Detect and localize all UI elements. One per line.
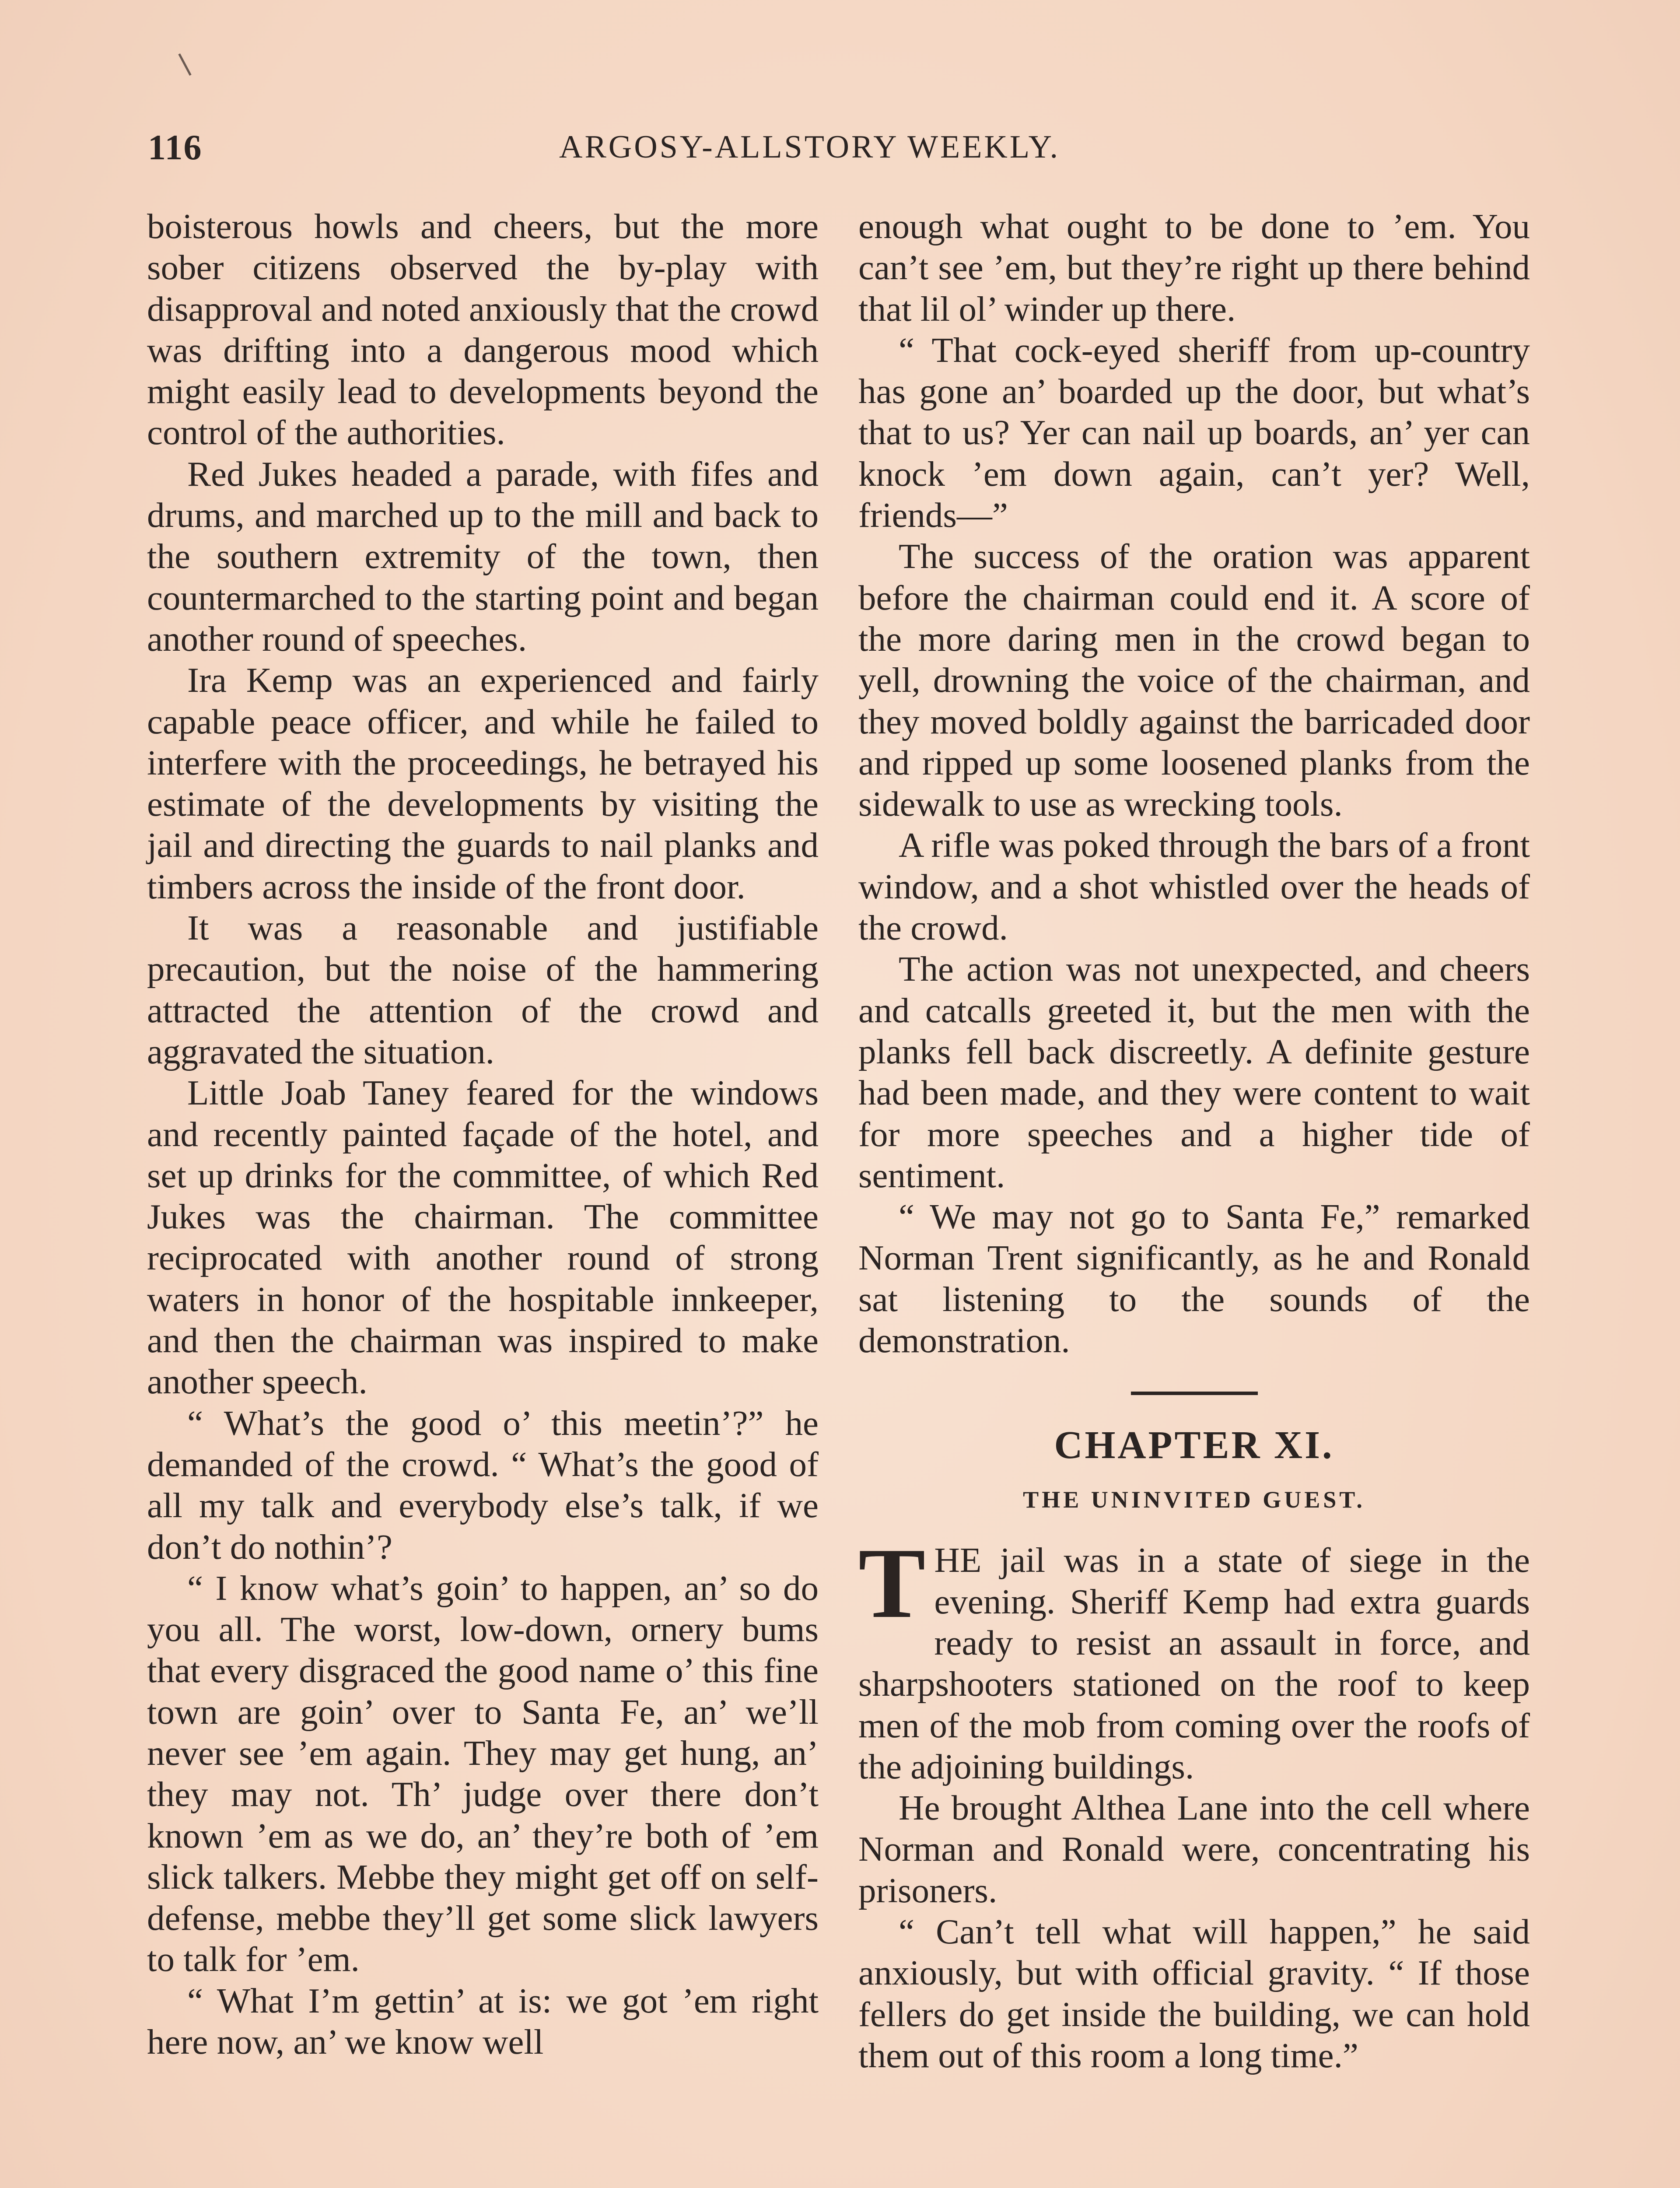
chapter-opening-paragraph: [858, 1527, 1530, 1787]
chapter-subtitle: THE UNINVITED GUEST.: [1023, 1487, 1365, 1513]
paragraph: He brought Althea Lane into the cell where Norman and Ronald were, concentrating his prisoners.: [858, 1788, 1530, 1910]
page-number: 116: [148, 127, 203, 167]
paragraph: Little Joab Taney feared for the windows and recently painted façade of the hotel, and set up drinks for the committee, of which Red Jukes was the chairman. The committee reciprocated with another round of strong waters in honor of the hospitable innkeeper, and then the chairman was inspired to make another speech.: [147, 1073, 819, 1402]
paragraph: A rifle was poked through the bars of a front window, and a shot whistled over the heads of the crowd.: [858, 825, 1530, 948]
paragraph: “ Can’t tell what will happen,” he said anxiously, but with official gravity. “ If those fellers do get inside the building, we can hold them out of this room a long time.”: [858, 1911, 1530, 2075]
paragraph: “ What’s the good o’ this meetin’?” he demanded of the crowd. “ What’s the good of all my talk and everybody else’s talk, if we don’t do nothin’?: [147, 1403, 819, 1567]
paragraph: “ We may not go to Santa Fe,” remarked Norman Trent significantly, as he and Ronald sat listening to the sounds of the demonstration.: [858, 1197, 1530, 1360]
drop-cap: T: [858, 1527, 926, 1639]
paragraph: Ira Kemp was an experienced and fairly capable peace officer, and while he failed to interfere with the proceedings, he betrayed his estimate of the developments by visiting the jail and directing the guards to nail planks and timbers across the inside of the front door.: [147, 660, 819, 906]
paragraph: boisterous howls and cheers, but the more sober citizens observed the by-play with disapproval and noted anxiously that the crowd was drifting into a dangerous mood which might easily lead to developments beyond the control of the authorities.: [147, 207, 819, 452]
paragraph: “ That cock-eyed sheriff from up-country has gone an’ boarded up the door, but what’s that to us? Yer can nail up boards, an’ yer can knock ’em down again, can’t yer? Well, friends—”: [858, 330, 1530, 535]
paragraph: The action was not unexpected, and cheers and catcalls greeted it, but the men with the planks fell back discreetly. A definite gesture had been made, and they were content to wait for more speeches and a higher tide of sentiment.: [858, 949, 1530, 1195]
left-column: [147, 206, 819, 2062]
paragraph: It was a reasonable and justifiable precaution, but the noise of the hammering attracted the attention of the crowd and aggravated the situation.: [147, 908, 819, 1071]
chapter-title: CHAPTER XI.: [1054, 1424, 1334, 1467]
paragraph: “ I know what’s goin’ to happen, an’ so do you all. The worst, low-down, ornery bums that every disgraced the good name o’ this fine town are goin’ over to Santa Fe, an’ we’ll never see ’em again. They may get hung, an’ they may not. Th’ judge over there don’t known ’em as we do, an’ they’re both of ’em slick talkers. Mebbe they might get off on self-defense, mebbe they’ll get some slick lawyers to talk for ’em.: [147, 1568, 819, 1979]
paragraph: enough what ought to be done to ’em. You can’t see ’em, but they’re right up there behind that lil ol’ winder up there.: [858, 207, 1530, 329]
right-column: [858, 206, 1530, 2076]
page-header: [148, 127, 1531, 175]
paragraph: Red Jukes headed a parade, with fifes and drums, and marched up to the mill and back to the southern extremity of the town, then countermarched to the starting point and began another round of speeches.: [147, 454, 819, 659]
paragraph: The success of the oration was apparent before the chairman could end it. A score of the more daring men in the crowd began to yell, drowning the voice of the chairman, and they moved boldly against the barricaded door and ripped up some loosened planks from the sidewalk to use as wrecking tools.: [858, 536, 1530, 824]
section-divider: [1131, 1392, 1258, 1395]
paragraph: “ What I’m gettin’ at is: we got ’em right here now, an’ we know well: [147, 1981, 819, 2062]
opening-text: HE jail was in a state of siege in the evening. Sheriff Kemp had extra guards ready to resist an assault in force, and sharpshooters stationed on the roof to keep men of the mob from coming over the roofs of the adjoining buildings.: [858, 1540, 1530, 1786]
running-head: ARGOSY-ALLSTORY WEEKLY.: [559, 129, 1060, 165]
